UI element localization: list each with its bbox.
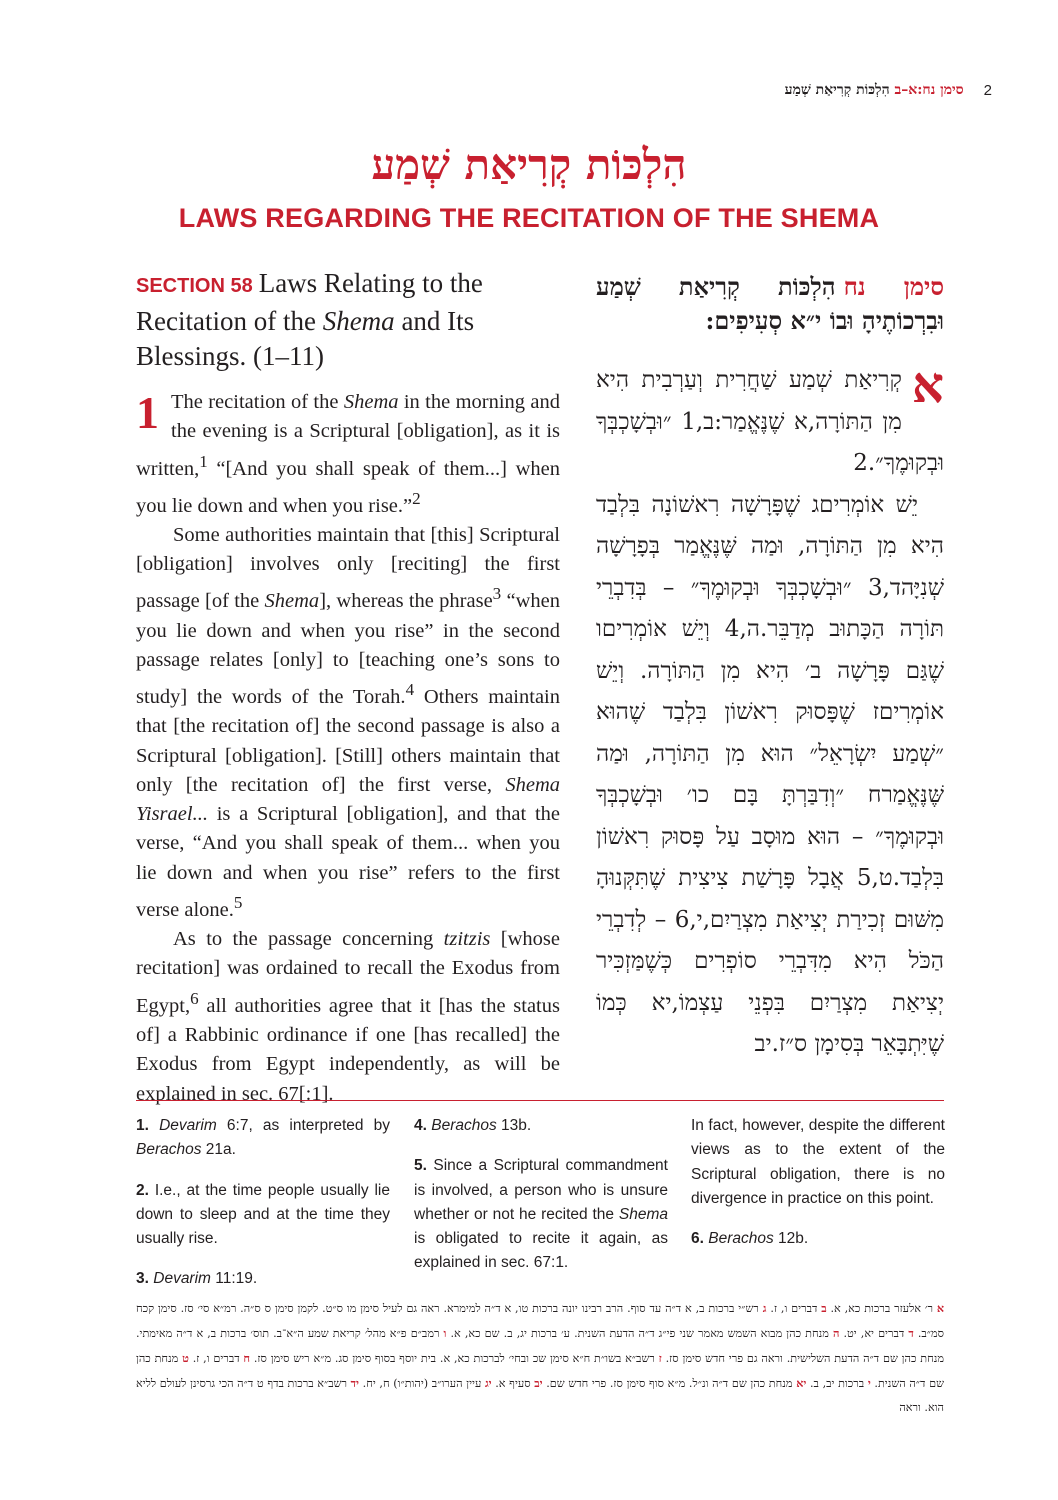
section-title-part: Laws Relating to the Recitation of the — [136, 268, 483, 336]
text-run: Shema — [343, 391, 399, 413]
hebrew-text: קְרִיאַת שְׁמַע שַׁחֲרִית וְעַרְבִית הִיא מִן הַתּוֹרָה,א שֶׁנֶּאֱמַר:ב,1 ״וּבְשָׁכְבְּךָ וּבְקוּמֶךָ״.2 — [596, 367, 944, 476]
source-marker: יד — [350, 1376, 359, 1390]
footnote-number: 2. — [136, 1181, 149, 1199]
footnote-1 — [136, 1114, 390, 1163]
source-marker: ו — [443, 1326, 447, 1340]
page-title-hebrew: הִלְכּוֹת קְרִיאַת שְׁמַע — [371, 140, 687, 189]
footnote-text: 21a. — [201, 1141, 236, 1159]
source-text: רשב״א ברכות בדף ט ד״ה הכי גרסינן לעולם לליא הוא. וראה — [136, 1377, 944, 1414]
footnote-ref[interactable]: 2 — [412, 488, 421, 508]
text-run: ], whereas the phrase — [319, 590, 493, 613]
footnote-ref-title: Devarim — [153, 1270, 211, 1288]
source-marker: ז — [658, 1351, 662, 1365]
footnote-number: 6. — [691, 1230, 704, 1248]
section-title-part: and Its Blessings. (1–11) — [136, 306, 475, 371]
source-text: סעיף א. — [491, 1377, 535, 1390]
source-text: רשב״א בשו״ת ח״א סימן שכ ובחי׳ לברכות כא, א. בית יוסף בסוף סימן סג. מ״א ריש סימן סז. — [250, 1352, 659, 1365]
source-text: דברים יא, יט. — [839, 1327, 909, 1340]
source-marker: י — [867, 1376, 871, 1390]
source-text: רש״י ברכות ב, א ד״ה עד סוף. הרב רבינו יונה ברכות טו, א ד״ה למימרא. ראה גם לעיל סימן מו ס״ט. לקמן סימן ס ס״ה. רמ״א סי׳ סז. סימן קכח סמ״ב. — [136, 1302, 945, 1340]
english-paragraph-2 — [136, 521, 560, 925]
text-run: The recitation of the — [171, 391, 344, 413]
text-run: is a Scriptural [obligation], and that the verse, “And you shall speak of them... when you lie down and when you rise” refers to the first verse alone. — [136, 803, 560, 921]
footnote-ref-title: Devarim — [159, 1117, 217, 1134]
text-run: “when you lie down and when you rise” in the second passage relates [only] to [teaching one’s sons to study] the words of the Torah. — [136, 590, 560, 708]
footnote-6 — [691, 1227, 945, 1251]
footnote-column-1 — [136, 1114, 390, 1308]
source-marker: ט — [182, 1351, 189, 1365]
running-header-siman: סימן נח:א–ב — [894, 82, 964, 98]
footnote-5 — [414, 1154, 668, 1275]
text-run: all authorities agree that it [has the status of] a Rabbinic ordinance if one [has recalled] the Exodus from Egypt independently, as will be explained in sec. 67[:1]. — [136, 994, 560, 1105]
footnote-ref[interactable]: 3 — [492, 584, 502, 604]
footnote-column-2 — [414, 1114, 668, 1292]
text-run: As to the passage concerning — [173, 928, 444, 951]
text-run: in the morning and the evening is a Scriptural [obligation], as it is written, — [136, 391, 560, 480]
footnote-column-3 — [691, 1114, 945, 1267]
source-marker: ב — [821, 1301, 827, 1315]
footnote-text: Since a Scriptural commandment is involved, a person who is unsure whether or not he recited the — [414, 1157, 668, 1223]
footnote-number: 3. — [136, 1270, 149, 1288]
source-text: דברים ו, ז. — [188, 1352, 244, 1365]
source-marker: יב — [534, 1376, 543, 1390]
english-column — [136, 266, 560, 1109]
footnote-text: 11:19. — [210, 1270, 258, 1288]
section-heading — [136, 266, 560, 374]
source-marker: ח — [243, 1351, 251, 1365]
footnote-text: I.e., at the time people usually lie down to sleep and at the time they usually rise. — [136, 1181, 390, 1248]
hebrew-column — [596, 270, 944, 1066]
section-label: SECTION 58 — [136, 275, 253, 297]
footnote-2 — [136, 1179, 390, 1252]
footnote-ref-title: Berachos — [136, 1141, 202, 1159]
source-text: רמב״ם פ״א מהל׳ קריאת שמע ה״א־ב. תוס׳ ברכות ב, א ד״ה מאימתי. מנחת כהן שם ד״ה הדעת השלישית. וראה גם פרי חדש סימן סז. — [136, 1327, 944, 1365]
source-marker: ג — [762, 1301, 767, 1315]
drop-cap-number: 1 — [136, 387, 159, 438]
footnote-number: 4. — [414, 1117, 427, 1134]
source-text: ר׳ אלעזר ברכות כא, א. — [826, 1302, 937, 1315]
source-marker: ד — [908, 1326, 914, 1340]
source-text: עיין הערו״ב (יהות״ו) ח, יח. — [359, 1377, 485, 1390]
footnote-ref[interactable]: 4 — [405, 680, 415, 700]
hebrew-heading-text: הִלְכּוֹת קְרִיאַת שְׁמַע וּבִרְכוֹתֶיהָ וּבוֹ י״א סְעִיפִים: — [596, 272, 944, 335]
running-header-title: הִלְכּוֹת קְרִיאַת שְׁמַע — [784, 82, 890, 98]
footnote-text: is obligated to recite it again, as explained in sec. 67:1. — [414, 1230, 668, 1272]
source-marker: יא — [796, 1376, 807, 1390]
hebrew-paragraph-1 — [596, 355, 944, 485]
text-run: tzitzis — [443, 928, 491, 951]
footnote-divider — [136, 1100, 944, 1101]
page-title-english: LAWS REGARDING THE RECITATION OF THE SHEMA — [178, 203, 880, 233]
text-run: Some authorities maintain that [this] Scriptural [obligation] involves only [reciting] the first passage [of the — [136, 523, 560, 613]
footnote-text: 6:7, as interpreted by — [216, 1117, 391, 1134]
text-run: “[And you shall speak of them...] when you lie down and when you rise.” — [136, 457, 560, 517]
footnote-text: 13b. — [496, 1117, 532, 1134]
footnote-text: 12b. — [773, 1230, 809, 1248]
footnote-ref[interactable]: 1 — [199, 451, 208, 471]
source-text: ברכות יב, ב. — [806, 1377, 868, 1390]
source-marker: יג — [484, 1376, 492, 1390]
english-paragraph-3 — [136, 925, 560, 1109]
footnote-number: 1. — [136, 1117, 149, 1134]
source-text: מנחת כהן שם ד״ה ונ״ל. מ״א סוף סימן סז. פרי חדש שם. — [542, 1377, 797, 1390]
footnote-4 — [414, 1114, 668, 1138]
footnote-5-continued — [691, 1114, 945, 1211]
footnote-ref[interactable]: 6 — [190, 988, 199, 1008]
source-text: מנחת כהן מבוא השמש מאמר שני פי״ג ד״ה הדעת השנית. ע׳ ברכות יג, ב. שם כא, א. — [446, 1327, 833, 1340]
page-number: 2 — [983, 82, 992, 99]
text-run: Others maintain that [the recitation of] the second passage is also a Scriptural [obligation]. [Still] others maintain that only [the recitation of] the first verse, — [136, 685, 560, 796]
hebrew-drop-cap: א — [911, 355, 944, 414]
running-header — [700, 82, 992, 99]
source-text: מנחת כהן שם ד״ה השנית. — [136, 1352, 944, 1390]
source-marker: ה — [832, 1326, 840, 1340]
running-header-hebrew — [785, 82, 964, 99]
hebrew-section-heading — [596, 270, 944, 338]
source-text: דברים ו, ז. — [766, 1302, 822, 1315]
hebrew-sources — [136, 1296, 944, 1420]
english-paragraph-1 — [136, 388, 560, 521]
footnote-text: In fact, however, despite the different views as to the extent of the Scriptural obligation, there is no divergence in practice on this point. — [691, 1117, 945, 1207]
section-title-shema: Shema — [322, 306, 395, 336]
hebrew-paragraph-2: יֵשׁ אוֹמְרִיםג שֶׁפָּרָשָׁה רִאשׁוֹנָה בִּלְבַד הִיא מִן הַתּוֹרָה, וּמַה שֶּׁנֶּאֱמַר בְּפָרָשָׁה שְׁנִיָּהד,3 ״וּבְשָׁכְבְּךָ וּבְקוּמֶךָ״ – בְּדִבְרֵי תּוֹרָה הַכָּתוּב מְדַבֵּר.ה,4 וְיֵשׁ אוֹמְרִיםו שֶׁגַּם פָּרָשָׁה ב׳ הִיא מִן הַתּוֹרָה. וְיֵשׁ אוֹמְרִיםז שֶׁפָּסוּק רִאשׁוֹן בִּלְבַד שֶׁהוּא ״שְׁמַע יִשְׂרָאֵל״ הוּא מִן הַתּוֹרָה, וּמַה שֶּׁנֶּאֱמַרח ״וְדִבַּרְתָּ בָּם כו׳ וּבְשָׁכְבְּךָ וּבְקוּמֶךָ״ – הוּא מוּסָב עַל פָּסוּק רִאשׁוֹן בִּלְבַד.ט,5 אֲבָל פָּרָשַׁת צִיצִית שֶׁתִּקְּנוּהָ מִשּׁוּם זְכִירַת יְצִיאַת מִצְרַיִם,י,6 – לְדִבְרֵי הַכֹּל הִיא מִדִּבְרֵי סוֹפְרִים כְּשֶׁמַּזְכִּיר יְצִיאַת מִצְרַיִם בִּפְנֵי עַצְמוֹ,יא כְּמוֹ שֶׁיִּתְבָּאֵר בְּסִימָן ס״ז.יב — [596, 491, 944, 1057]
text-run: [whose recitation] was ordained to recall the Exodus from Egypt, — [136, 928, 560, 1017]
footnote-ref-title: Berachos — [708, 1230, 774, 1248]
footnote-ref-title: Berachos — [431, 1117, 497, 1134]
footnote-number: 5. — [414, 1157, 427, 1175]
text-run: Shema Yisrael... — [136, 773, 560, 826]
footnote-ref-title: Shema — [618, 1205, 668, 1223]
footnote-3 — [136, 1267, 390, 1291]
hebrew-siman-label: סימן נח — [843, 272, 945, 301]
source-marker: א — [936, 1301, 944, 1315]
text-run: Shema — [264, 590, 320, 613]
footnote-ref[interactable]: 5 — [233, 893, 243, 913]
